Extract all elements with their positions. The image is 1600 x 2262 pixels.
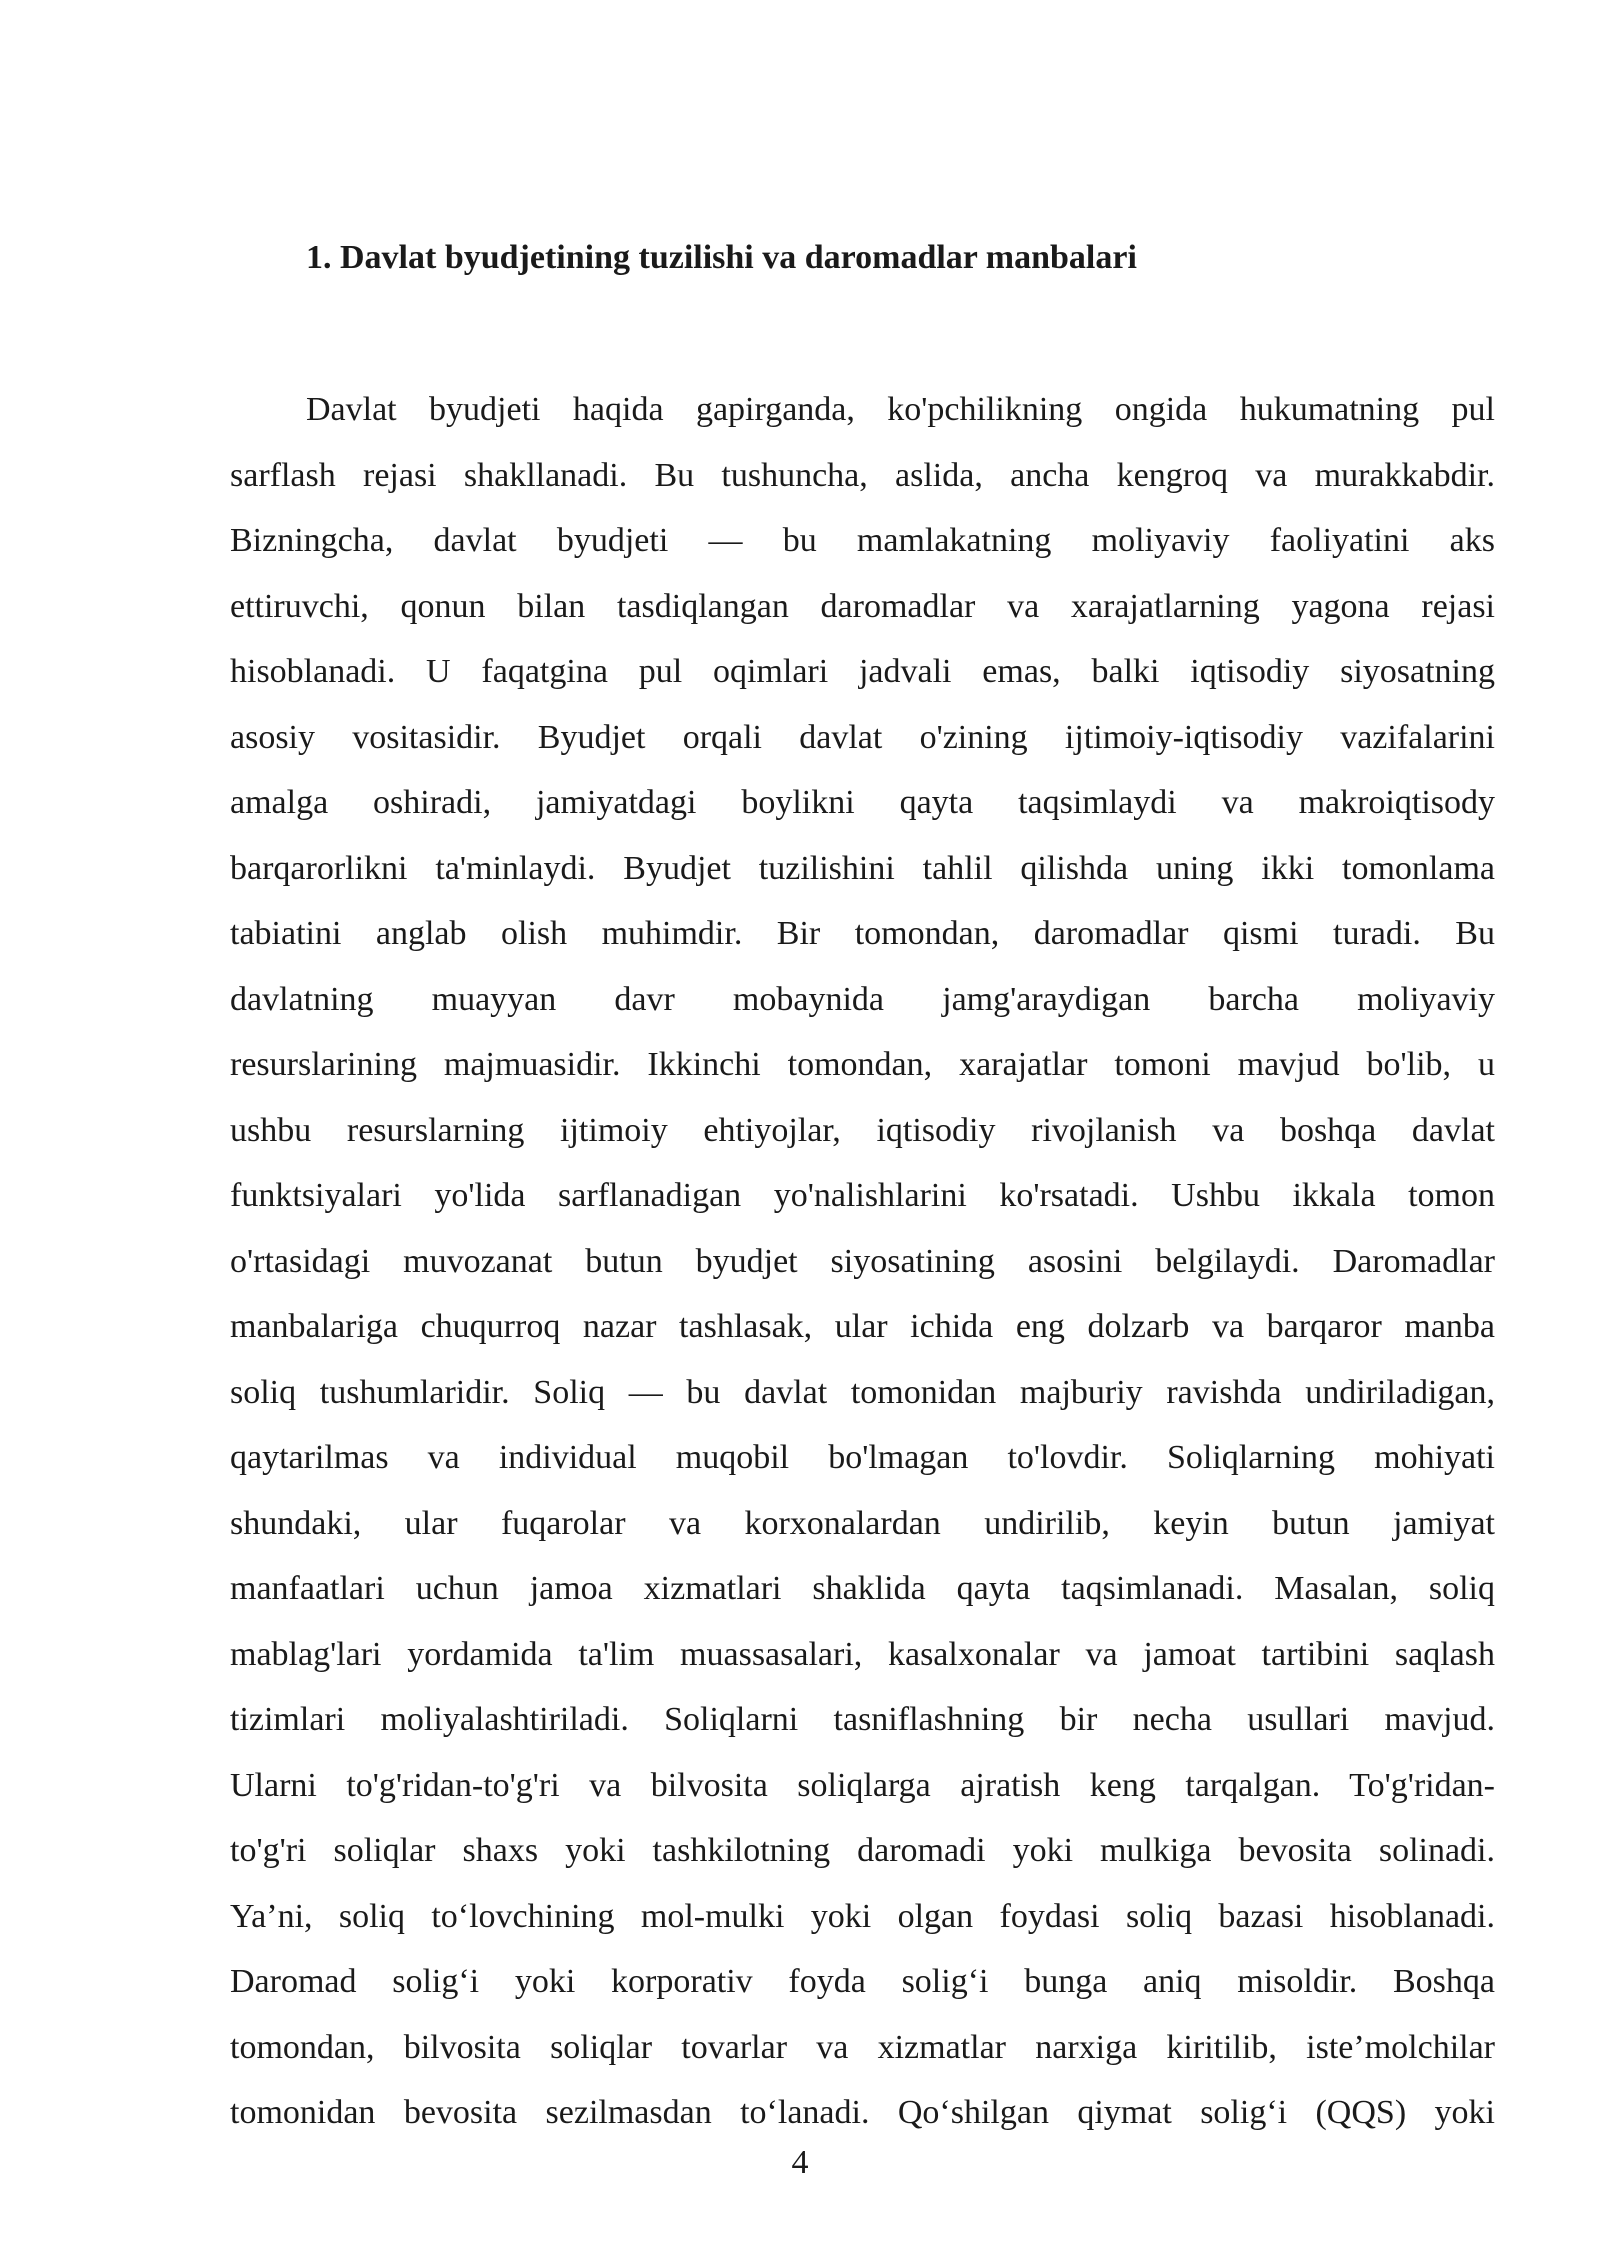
paragraph-line: barqarorlikni ta'minlaydi. Byudjet tuzilishini tahlil qilishda uning ikki tomonlama — [230, 849, 1495, 887]
paragraph-line: manbalariga chuqurroq nazar tashlasak, ular ichida eng dolzarb va barqaror manba — [230, 1308, 1495, 1345]
paragraph-line: hisoblanadi. U faqatgina pul oqimlari jadvali emas, balki iqtisodiy siyosatning — [230, 653, 1495, 690]
paragraph-line: tabiatini anglab olish muhimdir. Bir tomondan, daromadlar qismi turadi. Bu — [230, 915, 1495, 952]
body-paragraph — [230, 377, 1495, 2146]
paragraph-line: mablag'lari yordamida ta'lim muassasalari, kasalxonalar va jamoat tartibini saqlash — [230, 1635, 1495, 1673]
paragraph-line: Ya’ni, soliq to‘lovchining mol-mulki yoki olgan foydasi soliq bazasi hisoblanadi. — [230, 1897, 1495, 1935]
paragraph-line: davlatning muayyan davr mobaynida jamg'araydigan barcha moliyaviy — [230, 980, 1495, 1018]
paragraph-line: Bizningcha, davlat byudjeti — bu mamlakatning moliyaviy faoliyatini aks — [230, 522, 1495, 559]
paragraph-line: asosiy vositasidir. Byudjet orqali davlat o'zining ijtimoiy-iqtisodiy vazifalarini — [230, 718, 1495, 756]
paragraph-line: sarflash rejasi shakllanadi. Bu tushuncha, aslida, ancha kengroq va murakkabdir. — [230, 456, 1495, 494]
paragraph-line: ettiruvchi, qonun bilan tasdiqlangan daromadlar va xarajatlarning yagona rejasi — [230, 587, 1495, 625]
paragraph-line: Davlat byudjeti haqida gapirganda, ko'pchilikning ongida hukumatning pul — [306, 391, 1495, 428]
paragraph-line: ushbu resurslarning ijtimoiy ehtiyojlar, iqtisodiy rivojlanish va boshqa davlat — [230, 1111, 1495, 1149]
paragraph-line: resurslarining majmuasidir. Ikkinchi tomondan, xarajatlar tomoni mavjud bo'lib, u — [230, 1046, 1495, 1083]
paragraph-line: to'g'ri soliqlar shaxs yoki tashkilotning daromadi yoki mulkiga bevosita solinadi. — [230, 1832, 1495, 1869]
paragraph-line: o'rtasidagi muvozanat butun byudjet siyosatining asosini belgilaydi. Daromadlar — [230, 1242, 1495, 1280]
paragraph-line: tomonidan bevosita sezilmasdan to‘lanadi. Qo‘shilgan qiymat solig‘i (QQS) yoki — [230, 2094, 1495, 2131]
paragraph-line: shundaki, ular fuqarolar va korxonalardan undirilib, keyin butun jamiyat — [230, 1504, 1495, 1542]
paragraph-line: soliq tushumlaridir. Soliq — bu davlat tomonidan majburiy ravishda undiriladigan, — [230, 1373, 1495, 1411]
paragraph-line: Daromad solig‘i yoki korporativ foyda solig‘i bunga aniq misoldir. Boshqa — [230, 1963, 1495, 2000]
paragraph-line: funktsiyalari yo'lida sarflanadigan yo'nalishlarini ko'rsatadi. Ushbu ikkala tomon — [230, 1177, 1495, 1214]
paragraph-line: amalga oshiradi, jamiyatdagi boylikni qayta taqsimlaydi va makroiqtisody — [230, 784, 1495, 821]
section-heading: 1. Davlat byudjetining tuzilishi va daromadlar manbalari — [306, 239, 1137, 276]
paragraph-line: Ularni to'g'ridan-to'g'ri va bilvosita soliqlarga ajratish keng tarqalgan. To'g'ridan- — [230, 1766, 1495, 1804]
paragraph-line: manfaatlari uchun jamoa xizmatlari shaklida qayta taqsimlanadi. Masalan, soliq — [230, 1570, 1495, 1607]
paragraph-line: tomondan, bilvosita soliqlar tovarlar va xizmatlar narxiga kiritilib, iste’molchilar — [230, 2028, 1495, 2066]
page-number: 4 — [791, 2144, 809, 2181]
paragraph-line: tizimlari moliyalashtiriladi. Soliqlarni tasniflashning bir necha usullari mavjud. — [230, 1701, 1495, 1738]
paragraph-line: qaytarilmas va individual muqobil bo'lmagan to'lovdir. Soliqlarning mohiyati — [230, 1439, 1495, 1476]
